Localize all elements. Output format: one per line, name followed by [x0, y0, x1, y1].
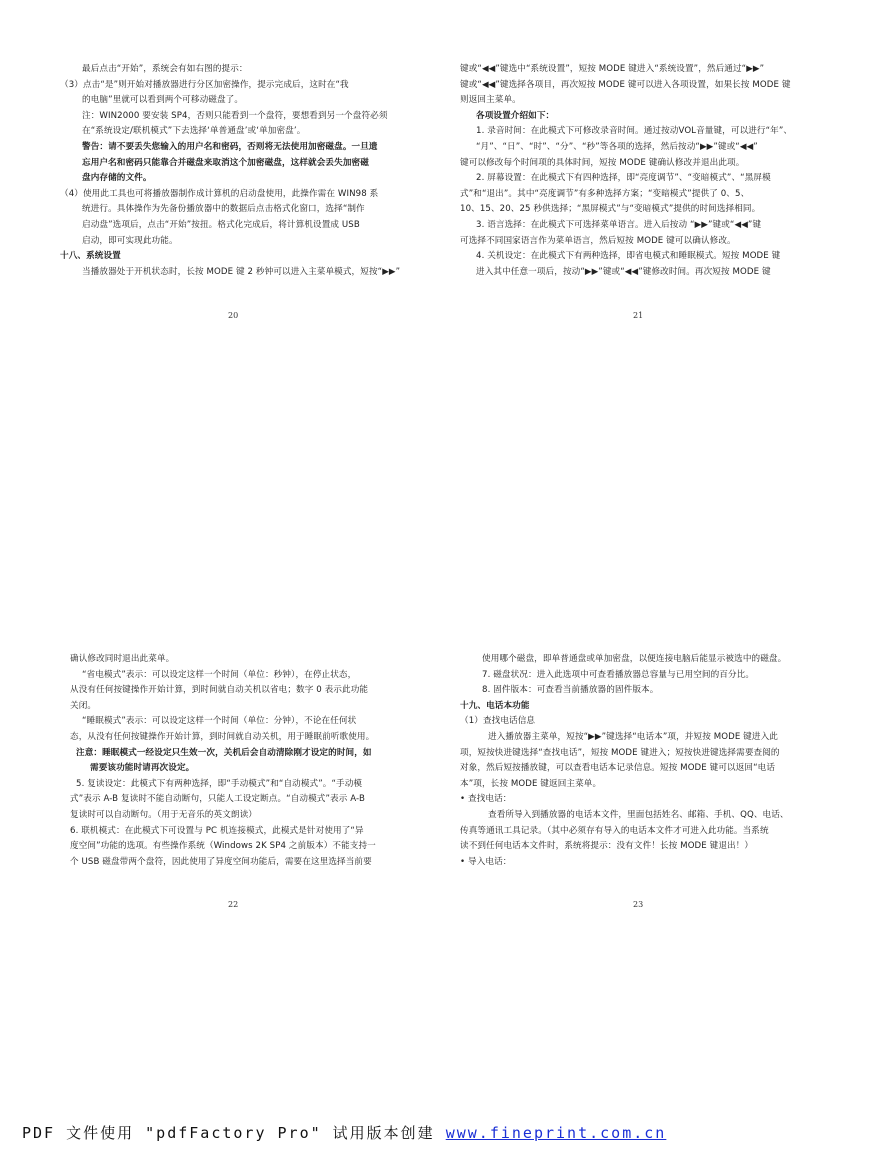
- text-line: 读不到任何电话本文件时，系统将提示：没有文件！长按 MODE 键退出！）: [460, 841, 754, 852]
- subsection-heading: （1）查找电话信息: [460, 716, 536, 727]
- text-line: 关闭。: [70, 700, 97, 711]
- page-number: 23: [633, 900, 644, 909]
- text-line: 启动盘”选项后，点击“开始”按扭。格式化完成后，将计算机设置成 USB: [82, 219, 360, 230]
- text-line: （4）使用此工具也可将播放器制作成计算机的启动盘使用，此操作需在 WIN98 系: [60, 188, 379, 199]
- text-line: 个 USB 磁盘带两个盘符，因此使用了异度空间功能后，需要在这里选择当前要: [70, 856, 372, 867]
- page-21: [460, 62, 820, 280]
- text-line: 的电脑”里就可以看到两个可移动磁盘了。: [82, 95, 244, 106]
- text-line: （3）点击“是”则开始对播放器进行分区加密操作，提示完成后，这时在“我: [60, 79, 349, 90]
- page-number: 21: [633, 311, 644, 320]
- text-line: 度空间”功能的选项。有些操作系统（Windows 2K SP4 之前版本）不能支持一: [70, 841, 376, 852]
- warning-line: 忘用户名和密码只能靠合并磁盘来取消这个加密磁盘，这样就会丢失加密磁: [82, 157, 369, 168]
- note-line: 注：WIN2000 要安装 SP4，否则只能看到一个盘符，要想看到另一个盘符必须: [82, 110, 388, 121]
- text-line: 3. 语言选择：在此模式下可选择菜单语言。进入后按动 “▶▶”键或“◀◀”键: [476, 219, 762, 230]
- text-line: 式”和“退出”。其中“亮度调节”有多种选择方案；“变暗模式”提供了 0、5、: [460, 188, 750, 199]
- section-heading: 十八、系统设置: [60, 251, 121, 262]
- text-line: 键可以修改每个时间项的具体时间，短按 MODE 键确认修改并退出此项。: [460, 157, 745, 168]
- text-line: 查看所导入到播放器的电话本文件，里面包括姓名、邮箱、手机、QQ、电话、: [488, 809, 789, 820]
- text-line: 态，从没有任何按键操作开始计算，到时间就自动关机，用于睡眠前听歌使用。: [70, 731, 375, 742]
- page-23: [460, 652, 820, 870]
- text-line: “省电模式”表示：可以设定这样一个时间（单位：秒钟），在停止状态，: [82, 669, 357, 680]
- text-line: “月”、“日”、“时”、“分”、“秒”等各项的选择，然后按动“▶▶”键或“◀◀”: [476, 141, 758, 152]
- text-line: 可选择不同国家语言作为菜单语言，然后短按 MODE 键可以确认修改。: [460, 235, 736, 246]
- text-line: 则返回主菜单。: [460, 95, 521, 106]
- text-line: 7. 磁盘状况：进入此选项中可查看播放器总容量与已用空间的百分比。: [482, 669, 755, 680]
- pdf-footer: [22, 1122, 667, 1144]
- text-line: 启动，即可实现此功能。: [82, 235, 178, 246]
- note-line: 需要该功能时请再次设定。: [90, 763, 195, 774]
- text-line: 2. 屏幕设置：在此模式下有四种选择，即“亮度调节”、“变暗模式”、“黑屏模: [476, 173, 771, 184]
- page-20: [60, 62, 420, 280]
- text-line: 本”项，长按 MODE 键返回主菜单。: [460, 778, 602, 789]
- text-line: 项，短按快进键选择“查找电话”，短按 MODE 键进入；短按快进键选择需要查阅的: [460, 747, 780, 758]
- page-number: 22: [228, 900, 239, 909]
- text-line: 使用哪个磁盘，即单普通盘或单加密盘，以便连接电脑后能显示被选中的磁盘。: [482, 654, 787, 664]
- text-line: 复读时可以自动断句。（用于无音乐的英文朗读）: [70, 809, 257, 820]
- text-line: 统进行。具体操作为先备份播放器中的数据后点击格式化窗口，选择“制作: [82, 204, 365, 215]
- text-line: 进入播放器主菜单，短按“▶▶”键选择“电话本”项，并短按 MODE 键进入此: [488, 731, 778, 742]
- text-line: 4. 关机设定：在此模式下有两种选择，即省电模式和睡眠模式。短按 MODE 键: [476, 251, 781, 262]
- warning-line: 盘内存储的文件。: [82, 173, 152, 184]
- text-line: 最后点击“开始”，系统会有如右图的提示：: [82, 64, 248, 74]
- text-line: 确认修改同时退出此菜单。: [70, 654, 175, 664]
- note-line: 在“系统设定/联机模式”下去选择‘单普通盘’或‘单加密盘’。: [82, 126, 306, 137]
- page-number: 20: [228, 311, 239, 320]
- text-line: 式”表示 A-B 复读时不能自动断句，只能人工设定断点。“自动模式”表示 A-B: [70, 794, 365, 805]
- text-line: 键或“◀◀”键选中“系统设置”，短按 MODE 键进入“系统设置”，然后通过“▶▶”: [460, 64, 765, 74]
- page-22: [60, 652, 420, 870]
- text-line: 10、15、20、25 秒供选择；“黑屏模式”与“变暗模式”提供的时间选择相同。: [460, 204, 761, 215]
- footer-link[interactable]: www.fineprint.com.cn: [445, 1124, 667, 1142]
- text-line: 传真等通讯工具记录。（其中必须存有导入的电话本文件才可进入此功能。当系统: [460, 825, 769, 836]
- text-line: 进入其中任意一项后，按动“▶▶”键或“◀◀”键修改时间。再次短按 MODE 键: [476, 266, 771, 277]
- text-line: 8. 固件版本：可查看当前播放器的固件版本。: [482, 685, 659, 696]
- text-line: “睡眠模式”表示：可以设定这样一个时间（单位：分钟），不论在任何状: [82, 716, 357, 727]
- bullet-item: • 查找电话：: [460, 794, 512, 805]
- section-heading: 十九、电话本功能: [460, 700, 530, 711]
- text-line: 键或“◀◀”键选择各项目，再次短按 MODE 键可以进入各项设置，如果长按 MODE 键: [460, 79, 791, 90]
- text-line: 1. 录音时间：在此模式下可修改录音时间。通过按动VOL音量键，可以进行“年”、: [476, 126, 793, 137]
- note-line: 注意：睡眠模式一经设定只生效一次，关机后会自动清除刚才设定的时间，如: [76, 747, 372, 758]
- warning-line: 警告：请不要丢失您输入的用户名和密码，否则将无法使用加密磁盘。一旦遗: [82, 141, 378, 152]
- text-line: 6. 联机模式：在此模式下可设置与 PC 机连接模式，此模式是针对使用了“异: [70, 825, 364, 836]
- text-line: 对象，然后短按播放键，可以查看电话本记录信息。短按 MODE 键可以返回“电话: [460, 763, 776, 774]
- footer-text: PDF 文件使用 "pdfFactory Pro" 试用版本创建: [22, 1124, 446, 1142]
- text-line: 当播放器处于开机状态时，长按 MODE 键 2 秒钟可以进入主菜单模式，短按“▶▶”: [82, 266, 401, 277]
- bullet-item: • 导入电话：: [460, 856, 512, 867]
- text-line: 5. 复读设定：此模式下有两种选择，即“手动模式”和“自动模式”。“手动模: [76, 778, 363, 789]
- text-line: 从没有任何按键操作开始计算，到时间就自动关机以省电；数字 0 表示此功能: [70, 685, 369, 696]
- subsection-heading: 各项设置介绍如下：: [476, 110, 555, 121]
